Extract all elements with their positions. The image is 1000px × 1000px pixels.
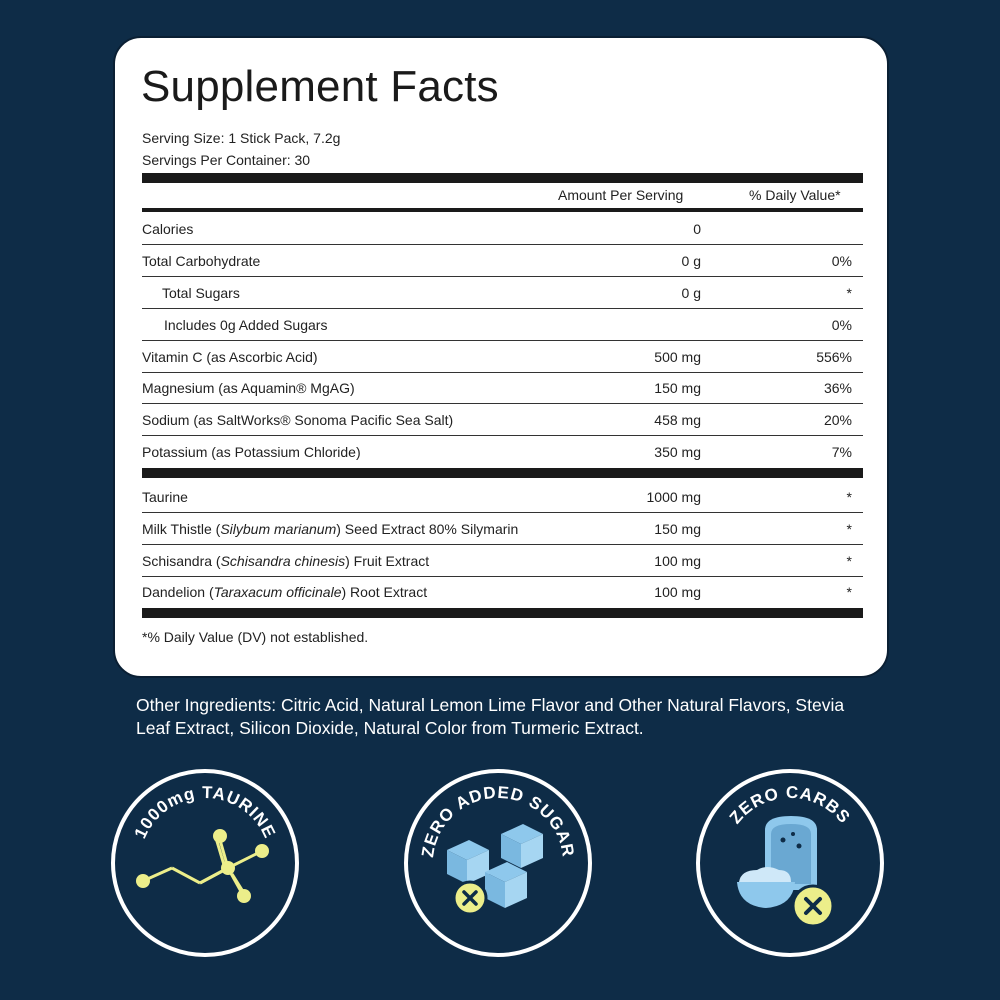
row-dv: *: [846, 553, 852, 569]
row-amount: 350 mg: [654, 444, 701, 460]
row-name: Sodium (as SaltWorks® Sonoma Pacific Sea Salt): [142, 412, 454, 428]
badge-label: ZERO CARBS: [725, 782, 855, 828]
row-dv: *: [846, 584, 852, 600]
medium-divider: [142, 208, 863, 212]
x-mark-icon: [793, 886, 833, 926]
row-divider: [142, 512, 863, 513]
row-name: Total Carbohydrate: [142, 253, 261, 269]
row-amount: 100 mg: [654, 553, 701, 569]
row-amount: 0 g: [681, 285, 701, 301]
row-dv: 0%: [831, 253, 852, 269]
table-row: [142, 482, 863, 513]
row-dv: 0%: [831, 317, 852, 333]
row-divider: [142, 340, 863, 341]
row-amount: 458 mg: [654, 412, 701, 428]
row-name-latin: Silybum marianum: [220, 521, 337, 537]
row-dv: 36%: [823, 380, 852, 396]
serving-size: Serving Size: 1 Stick Pack, 7.2g: [142, 130, 341, 146]
row-amount: 150 mg: [654, 521, 701, 537]
row-name-latin: Taraxacum officinale: [213, 584, 342, 600]
taurine-badge-graphic: [110, 768, 300, 958]
row-name: [142, 584, 427, 600]
table-row: [142, 437, 863, 468]
taurine-molecule-icon: [136, 829, 269, 903]
table-row: [142, 214, 863, 245]
row-dv: 7%: [831, 444, 852, 460]
row-name-pre: Dandelion (: [142, 584, 214, 600]
row-name-post: ) Root Extract: [341, 584, 428, 600]
row-amount: 150 mg: [654, 380, 701, 396]
row-amount: 1000 mg: [646, 489, 701, 505]
badge-zero-carbs: [695, 768, 885, 958]
badge-label: 1000mg TAURINE: [130, 782, 280, 842]
row-name: Total Sugars: [162, 285, 240, 301]
row-name: Calories: [142, 221, 194, 237]
row-amount: 500 mg: [654, 349, 701, 365]
badge-label: ZERO ADDED SUGAR: [418, 782, 578, 859]
row-name: Includes 0g Added Sugars: [164, 317, 328, 333]
panel-title: Supplement Facts: [141, 62, 499, 111]
row-dv: *: [846, 285, 852, 301]
badge-zero-added-sugar: [403, 768, 593, 958]
table-row: [142, 373, 863, 404]
badge-taurine: [110, 768, 300, 958]
row-amount: 100 mg: [654, 584, 701, 600]
sugar-badge-graphic: [403, 768, 593, 958]
row-dv: 20%: [823, 412, 852, 428]
table-row: [142, 246, 863, 277]
row-name-post: ) Fruit Extract: [345, 553, 430, 569]
row-name: [142, 553, 429, 569]
row-name-pre: Milk Thistle (: [142, 521, 221, 537]
row-dv: *: [846, 489, 852, 505]
row-name: Taurine: [142, 489, 188, 505]
row-name: Potassium (as Potassium Chloride): [142, 444, 361, 460]
row-divider: [142, 244, 863, 245]
table-row: [142, 514, 863, 545]
row-divider: [142, 435, 863, 436]
row-name-post: ) Seed Extract 80% Silymarin: [336, 521, 519, 537]
other-ingredients: Other Ingredients: Citric Acid, Natural Lemon Lime Flavor and Other Natural Flavors, Stevia Leaf Extract, Silicon Dioxide, Natural Color from Turmeric Extract.: [136, 695, 845, 738]
row-name: Vitamin C (as Ascorbic Acid): [142, 349, 318, 365]
header-amount-per-serving: Amount Per Serving: [558, 187, 684, 203]
table-row: [142, 546, 863, 577]
row-divider: [142, 544, 863, 545]
table-row: [142, 310, 863, 341]
row-amount: 0 g: [681, 253, 701, 269]
row-name: Magnesium (as Aquamin® MgAG): [142, 380, 355, 396]
row-dv: *: [846, 521, 852, 537]
row-divider: [142, 403, 863, 404]
row-name-pre: Schisandra (: [142, 553, 221, 569]
footnote: *% Daily Value (DV) not established.: [142, 629, 369, 645]
header-daily-value: % Daily Value*: [749, 187, 841, 203]
supplement-facts-panel: [113, 36, 889, 678]
row-divider: [142, 308, 863, 309]
table-row: [142, 405, 863, 436]
thick-divider: [142, 468, 863, 478]
row-dv: 556%: [816, 349, 852, 365]
row-name: [142, 521, 518, 537]
x-mark-icon: [454, 882, 486, 914]
thick-divider: [142, 608, 863, 618]
row-amount: 0: [693, 221, 701, 237]
carbs-badge-graphic: [695, 768, 885, 958]
table-row: [142, 278, 863, 309]
table-row: [142, 342, 863, 373]
row-divider: [142, 276, 863, 277]
table-row: [142, 577, 863, 608]
row-name-latin: Schisandra chinesis: [220, 553, 346, 569]
thick-divider: [142, 173, 863, 183]
servings-per-container: Servings Per Container: 30: [142, 152, 311, 168]
